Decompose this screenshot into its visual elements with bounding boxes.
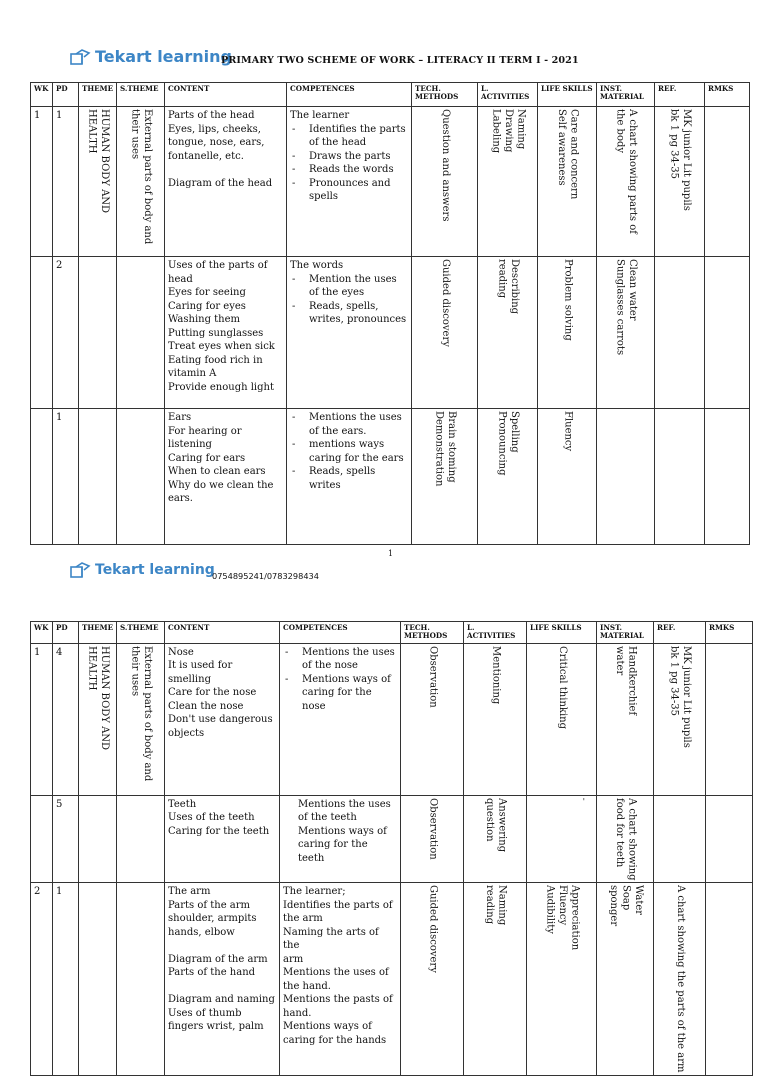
col-header-theme: THEME xyxy=(79,622,117,644)
life-text: Appreciation Fluency Audibility xyxy=(544,885,581,951)
cell-l-activities xyxy=(478,107,538,257)
competence-item: - Mentions the uses of the ears. xyxy=(290,411,408,438)
table-row xyxy=(31,409,750,545)
col-header-inst-material: INST. MATERIAL xyxy=(597,622,654,644)
cell-inst-material xyxy=(597,643,654,795)
competence-list xyxy=(290,411,408,492)
col-header-wk: WK xyxy=(31,83,53,107)
competence-list xyxy=(290,123,408,204)
cell-tech-methods xyxy=(412,409,478,545)
cell-rmks xyxy=(705,107,750,257)
inst-text: Clean water Sunglasses carrots xyxy=(614,259,638,356)
cell-ref xyxy=(654,643,706,795)
col-header-ref: REF. xyxy=(655,83,705,107)
col-header-wk: WK xyxy=(31,622,53,644)
col-header-l-activities: L. ACTIVITIES xyxy=(478,83,538,107)
cell-stheme xyxy=(117,883,165,1075)
col-header-rmks: RMKS xyxy=(705,83,750,107)
cell-wk xyxy=(31,409,53,545)
life-text: Problem solving xyxy=(562,259,574,341)
cell-theme xyxy=(79,107,117,257)
life-text: Care and concern Self awareness xyxy=(556,109,580,200)
life-text: Critical thinking xyxy=(556,645,568,729)
cell-rmks xyxy=(705,257,750,409)
cell-theme xyxy=(79,409,117,545)
competence-item: - Pronounces and spells xyxy=(290,177,408,204)
cell-life-skills xyxy=(538,107,597,257)
table-row xyxy=(31,883,753,1075)
lact-text: Naming reading xyxy=(484,885,508,926)
competence-item: - Reads, spells, writes, pronounces xyxy=(290,300,408,327)
cell-pd: 1 xyxy=(53,409,79,545)
cell-theme xyxy=(79,643,117,795)
cell-rmks xyxy=(706,643,753,795)
cell-tech-methods xyxy=(401,795,464,883)
cell-life-skills xyxy=(527,883,597,1075)
col-header-rmks: RMKS xyxy=(706,622,753,644)
table-header-row xyxy=(31,83,750,107)
cell-competences xyxy=(287,409,412,545)
cell-stheme xyxy=(117,257,165,409)
stheme-text: External parts of body and their uses xyxy=(129,645,153,781)
inst-text: Water Soap sponger xyxy=(607,885,644,927)
theme-text: HUMAN BODY AND HEALTH xyxy=(86,109,110,214)
competence-intro: The learner xyxy=(290,110,350,121)
cell-wk: 1 xyxy=(31,643,53,795)
cell-rmks xyxy=(706,795,753,883)
life-text: ' xyxy=(582,796,585,806)
cell-tech-methods xyxy=(401,643,464,795)
col-header-pd: PD xyxy=(53,622,79,644)
cell-inst-material xyxy=(597,409,655,545)
competence-intro: The words xyxy=(290,260,344,271)
brand-name: Tekart learning xyxy=(95,47,232,66)
table-row xyxy=(31,257,750,409)
cell-content: Teeth Uses of the teeth Caring for the teeth xyxy=(165,795,280,883)
cell-theme xyxy=(79,883,117,1075)
scheme-table-page-2 xyxy=(30,621,753,1076)
cell-rmks xyxy=(706,883,753,1075)
cell-competences xyxy=(280,643,401,795)
tech-text: Observation xyxy=(427,797,439,860)
tech-text: Guided discovery xyxy=(427,885,439,974)
cell-stheme xyxy=(117,795,165,883)
cell-pd: 1 xyxy=(53,883,79,1075)
logo-book-icon xyxy=(70,562,90,578)
cell-stheme xyxy=(117,107,165,257)
competence-list xyxy=(283,646,397,714)
tech-text: Guided discovery xyxy=(439,259,451,347)
page-number: 1 xyxy=(388,549,394,558)
cell-ref xyxy=(655,107,705,257)
cell-tech-methods xyxy=(412,107,478,257)
cell-l-activities xyxy=(478,257,538,409)
contact-phone: 0754895241/0783298434 xyxy=(212,571,319,581)
brand-name: Tekart learning xyxy=(95,562,215,578)
cell-l-activities xyxy=(464,795,527,883)
cell-life-skills xyxy=(538,257,597,409)
cell-content: Uses of the parts of head Eyes for seeing Caring for eyes Washing them Putting sunglasses Treat eyes when sick Eating food rich in vitamin A Provide enough light xyxy=(165,257,287,409)
cell-pd: 2 xyxy=(53,257,79,409)
cell-life-skills xyxy=(538,409,597,545)
col-header-theme: THEME xyxy=(79,83,117,107)
cell-pd: 1 xyxy=(53,107,79,257)
stheme-text: External parts of body and their uses xyxy=(129,109,153,245)
scheme-table-page-1 xyxy=(30,82,750,545)
cell-life-skills xyxy=(527,795,597,883)
col-header-content: CONTENT xyxy=(165,622,280,644)
tech-text: Observation xyxy=(427,645,439,708)
competence-list xyxy=(290,273,408,327)
cell-ref xyxy=(655,409,705,545)
cell-ref xyxy=(655,257,705,409)
competence-item: - Mentions the uses of the nose xyxy=(283,646,397,673)
cell-l-activities xyxy=(478,409,538,545)
cell-inst-material xyxy=(597,883,654,1075)
brand-logo xyxy=(70,47,232,66)
page-title: PRIMARY TWO SCHEME OF WORK – LITERACY II TERM I - 2021 xyxy=(221,55,579,66)
competence-item: - Draws the parts xyxy=(290,150,408,164)
cell-ref xyxy=(654,795,706,883)
col-header-competences: COMPETENCES xyxy=(287,83,412,107)
lact-text: Naming Drawing Labeling xyxy=(490,109,527,154)
cell-competences xyxy=(287,257,412,409)
ref-text: MK junior Lit pupils bk 1 pg 34-35 xyxy=(668,645,692,748)
cell-content: Nose It is used for smelling Care for the nose Clean the nose Don't use dangerous objects xyxy=(165,643,280,795)
brand-logo xyxy=(70,562,215,578)
inst-text: Handkerchief water xyxy=(614,645,638,715)
cell-wk xyxy=(31,257,53,409)
cell-l-activities xyxy=(464,883,527,1075)
col-header-ref: REF. xyxy=(654,622,706,644)
competence-item: - mentions ways caring for the ears xyxy=(290,438,408,465)
col-header-competences: COMPETENCES xyxy=(280,622,401,644)
cell-life-skills xyxy=(527,643,597,795)
cell-l-activities xyxy=(464,643,527,795)
life-text: Fluency xyxy=(562,411,574,452)
ref-text: A chart showing the parts of the arm xyxy=(674,885,686,1073)
competence-item: - Identifies the parts of the head xyxy=(290,123,408,150)
table-row xyxy=(31,643,753,795)
cell-wk: 2 xyxy=(31,883,53,1075)
col-header-tech-methods: TECH. METHODS xyxy=(401,622,464,644)
cell-stheme xyxy=(117,643,165,795)
theme-text: HUMAN BODY AND HEALTH xyxy=(86,645,110,750)
competence-item: - Mention the uses of the eyes xyxy=(290,273,408,300)
competence-item: - Reads, spells writes xyxy=(290,465,408,492)
competence-item: - Reads the words xyxy=(290,163,408,177)
cell-content: The arm Parts of the arm shoulder, armpits hands, elbow Diagram of the arm Parts of the hand Diagram and naming Uses of thumb fingers wrist, palm xyxy=(165,883,280,1075)
lact-text: Mentioning xyxy=(490,645,502,704)
col-header-stheme: S.THEME xyxy=(117,83,165,107)
col-header-tech-methods: TECH. METHODS xyxy=(412,83,478,107)
tech-text: Question and answers xyxy=(439,109,451,222)
col-header-inst-material: INST. MATERIAL xyxy=(597,83,655,107)
ref-text: MK junior Lit pupils bk 1 pg 34-35 xyxy=(668,109,692,211)
cell-tech-methods xyxy=(401,883,464,1075)
cell-stheme xyxy=(117,409,165,545)
cell-rmks xyxy=(705,409,750,545)
inst-text: A chart showing parts of the body xyxy=(614,109,638,234)
inst-text: A chart showing food for teeth xyxy=(614,797,638,881)
lact-text: Spelling Pronouncing xyxy=(496,411,520,476)
competence-item: - Mentions ways of caring for the nose xyxy=(283,673,397,714)
col-header-life-skills: LIFE SKILLS xyxy=(527,622,597,644)
cell-tech-methods xyxy=(412,257,478,409)
cell-pd: 4 xyxy=(53,643,79,795)
col-header-stheme: S.THEME xyxy=(117,622,165,644)
cell-wk: 1 xyxy=(31,107,53,257)
cell-theme xyxy=(79,257,117,409)
lact-text: Answering question xyxy=(484,797,508,852)
cell-inst-material xyxy=(597,795,654,883)
table-header-row xyxy=(31,622,753,644)
tech-text: Brain stoming Demonstration xyxy=(433,411,457,487)
lact-text: Describing reading xyxy=(496,259,520,315)
cell-theme xyxy=(79,795,117,883)
cell-wk xyxy=(31,795,53,883)
cell-ref xyxy=(654,883,706,1075)
cell-competences xyxy=(287,107,412,257)
cell-inst-material xyxy=(597,257,655,409)
cell-content: Ears For hearing or listening Caring for ears When to clean ears Why do we clean the ears. xyxy=(165,409,287,545)
cell-pd: 5 xyxy=(53,795,79,883)
cell-inst-material xyxy=(597,107,655,257)
cell-competences: Mentions the uses of the teeth Mentions ways of caring for the teeth xyxy=(280,795,401,883)
col-header-content: CONTENT xyxy=(165,83,287,107)
logo-book-icon xyxy=(70,49,90,65)
col-header-life-skills: LIFE SKILLS xyxy=(538,83,597,107)
table-row xyxy=(31,795,753,883)
table-row xyxy=(31,107,750,257)
col-header-l-activities: L. ACTIVITIES xyxy=(464,622,527,644)
col-header-pd: PD xyxy=(53,83,79,107)
cell-competences: The learner; Identifies the parts of the arm Naming the arts of the arm Mentions the uses of the hand. Mentions the pasts of hand. Mentions ways of caring for the hands xyxy=(280,883,401,1075)
cell-content: Parts of the head Eyes, lips, cheeks, tongue, nose, ears, fontanelle, etc. Diagram of the head xyxy=(165,107,287,257)
